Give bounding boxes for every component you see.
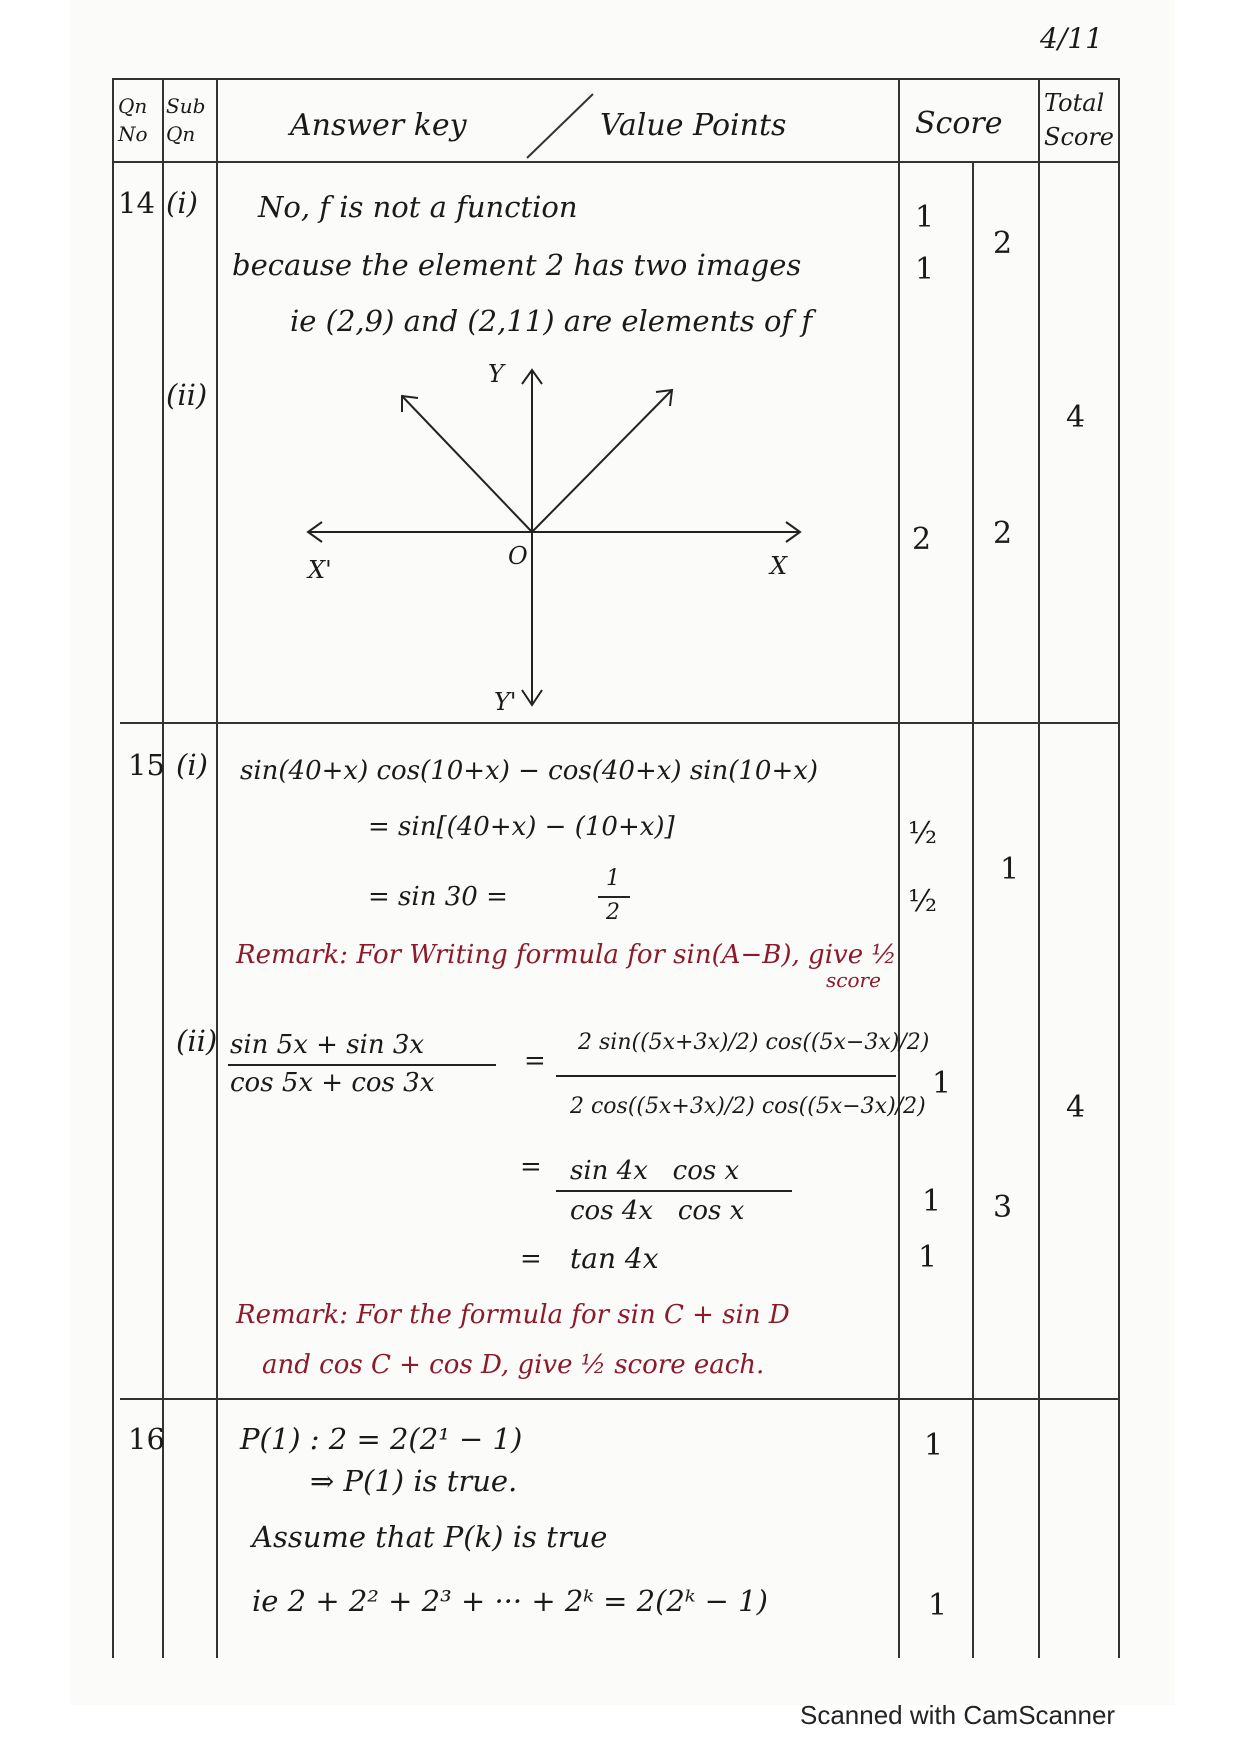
q14-q15-divider bbox=[120, 722, 1118, 724]
q14-i-subtotal: 2 bbox=[993, 226, 1013, 261]
q15-i-remark-tail: score bbox=[826, 968, 881, 992]
col-qn-sub-divider bbox=[162, 78, 164, 1658]
graph-label-y: Y bbox=[488, 360, 504, 388]
q16-line1: P(1) : 2 = 2(2¹ − 1) bbox=[240, 1422, 523, 1456]
col-answer-score-divider bbox=[898, 78, 900, 1658]
q14-number: 14 bbox=[118, 186, 155, 220]
q15-ii-score-3: 1 bbox=[918, 1240, 938, 1275]
q14-i-line2: because the element 2 has two images bbox=[232, 248, 802, 282]
q15-sub-i: (i) bbox=[176, 748, 208, 782]
q14-i-line3: ie (2,9) and (2,11) are elements of f bbox=[290, 304, 813, 338]
header-score: Score bbox=[915, 106, 1003, 141]
q15-i-frac-num: 1 bbox=[606, 866, 620, 891]
col-score-total-divider bbox=[1038, 78, 1040, 1658]
graph-label-x: X bbox=[770, 552, 788, 580]
modulus-graph bbox=[290, 360, 830, 720]
page-number: 4/11 bbox=[1040, 22, 1103, 55]
q15-ii-eq-3: = bbox=[520, 1244, 542, 1274]
graph-label-origin: O bbox=[508, 542, 528, 570]
q15-i-remark: Remark: For Writing formula for sin(A−B), give ½ bbox=[236, 940, 897, 970]
header-qn: Qn No bbox=[118, 94, 148, 146]
q14-i-score-2: 1 bbox=[915, 252, 935, 287]
col-right-border bbox=[1118, 78, 1120, 1658]
q14-ii-subtotal: 2 bbox=[993, 516, 1013, 551]
q15-ii-lhs-den: cos 5x + cos 3x bbox=[230, 1068, 435, 1098]
header-answer-key: Answer key bbox=[290, 108, 467, 143]
q15-number: 15 bbox=[128, 748, 165, 782]
q15-ii-subtotal: 3 bbox=[993, 1190, 1013, 1225]
col-left-border bbox=[112, 78, 114, 1658]
q16-number: 16 bbox=[128, 1422, 165, 1456]
header-value-points: Value Points bbox=[600, 108, 787, 143]
q16-line2: ⇒ P(1) is true. bbox=[310, 1464, 518, 1498]
q16-score-2: 1 bbox=[928, 1588, 948, 1623]
q14-ii-score: 2 bbox=[912, 522, 932, 557]
q16-score-1: 1 bbox=[924, 1428, 944, 1463]
q14-total: 4 bbox=[1066, 400, 1086, 435]
q15-i-line2: = sin[(40+x) − (10+x)] bbox=[368, 812, 675, 842]
q15-ii-score-1: 1 bbox=[932, 1066, 952, 1101]
q15-ii-eq-2: = bbox=[520, 1152, 542, 1182]
q15-ii-rhs1-num: 2 sin((5x+3x)/2) cos((5x−3x)/2) bbox=[578, 1030, 930, 1055]
q15-ii-rhs1-den: 2 cos((5x+3x)/2) cos((5x−3x)/2) bbox=[570, 1094, 926, 1119]
col-sub-answer-divider bbox=[216, 78, 218, 1658]
q15-ii-rhs2-num: sin 4x cos x bbox=[570, 1156, 740, 1186]
q15-i-line3: = sin 30 = bbox=[368, 882, 508, 912]
table-top-border bbox=[112, 78, 1120, 80]
q15-i-frac-den: 2 bbox=[606, 900, 620, 925]
q15-ii-eq-1: = bbox=[524, 1046, 546, 1076]
q16-line4: ie 2 + 2² + 2³ + ··· + 2ᵏ = 2(2ᵏ − 1) bbox=[252, 1584, 768, 1618]
q15-i-frac-bar bbox=[598, 896, 630, 898]
q15-ii-rhs2-bar bbox=[556, 1190, 792, 1192]
header-total-score: Total Score bbox=[1044, 89, 1115, 151]
q15-ii-rhs3: tan 4x bbox=[570, 1242, 659, 1275]
q15-total: 4 bbox=[1066, 1090, 1086, 1125]
q15-i-score-1: ½ bbox=[908, 816, 938, 851]
q15-ii-remark-line2: and cos C + cos D, give ½ score each. bbox=[262, 1350, 765, 1380]
q14-i-line1: No, f is not a function bbox=[258, 190, 578, 224]
header-sub-qn: Sub Qn bbox=[166, 94, 206, 146]
scanner-footer: Scanned with CamScanner bbox=[800, 1700, 1116, 1730]
graph-label-x-neg: X' bbox=[308, 556, 332, 584]
header-bottom-border bbox=[112, 161, 1120, 163]
q14-i-score-1: 1 bbox=[915, 200, 935, 235]
q15-ii-rhs2-den: cos 4x cos x bbox=[570, 1196, 745, 1226]
q15-ii-remark-line1: Remark: For the formula for sin C + sin D bbox=[236, 1300, 790, 1330]
q15-ii-lhs-num: sin 5x + sin 3x bbox=[230, 1030, 425, 1060]
q15-ii-rhs1-bar bbox=[556, 1075, 896, 1077]
q15-i-subtotal: 1 bbox=[1000, 852, 1020, 887]
q15-i-score-2: ½ bbox=[908, 884, 938, 919]
q15-ii-score-2: 1 bbox=[922, 1184, 942, 1219]
q14-sub-i: (i) bbox=[166, 186, 198, 220]
q15-ii-lhs-bar bbox=[228, 1064, 496, 1066]
q15-i-line1: sin(40+x) cos(10+x) − cos(40+x) sin(10+x) bbox=[240, 756, 819, 786]
q14-sub-ii: (ii) bbox=[166, 378, 208, 412]
col-score-subtotal-divider bbox=[972, 161, 974, 1658]
q15-sub-ii: (ii) bbox=[176, 1024, 218, 1058]
q15-q16-divider bbox=[120, 1398, 1120, 1400]
graph-label-y-neg: Y' bbox=[494, 688, 517, 716]
header-slash bbox=[525, 90, 595, 162]
q16-line3: Assume that P(k) is true bbox=[252, 1520, 608, 1554]
